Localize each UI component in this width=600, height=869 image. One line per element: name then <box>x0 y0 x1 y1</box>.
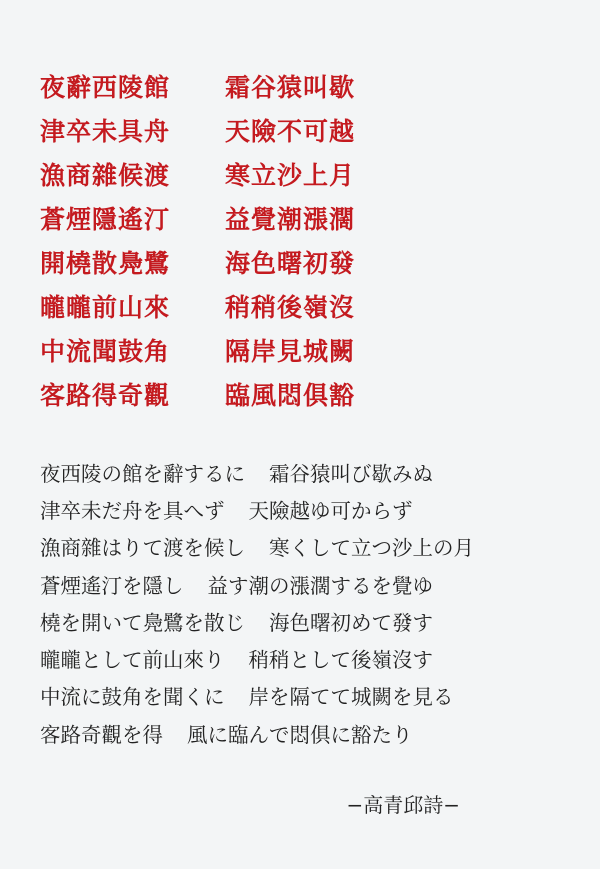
poem-line <box>40 284 355 328</box>
poem-line <box>40 240 355 284</box>
poem-first-half: 開橈散鳧鷺 <box>40 249 171 278</box>
poem-original <box>40 64 355 416</box>
poem-first-half: 中流聞鼓角 <box>40 337 171 366</box>
poem-reading <box>40 453 474 751</box>
reading-first-half: 中流に鼓角を聞くに <box>40 685 225 710</box>
reading-first-half: 客路奇觀を得 <box>40 722 163 747</box>
reading-first-half: 蒼煙遙汀を隱し <box>40 573 184 598</box>
reading-second-half: 岸を隔てて城闕を見る <box>248 685 454 710</box>
poem-first-half: 曨曨前山來 <box>40 293 171 322</box>
poem-second-half: 天險不可越 <box>225 117 356 146</box>
poem-second-half: 稍稍後嶺沒 <box>225 293 356 322</box>
reading-second-half: 風に臨んで悶俱に豁たり <box>187 722 413 747</box>
reading-line <box>40 639 474 676</box>
poem-first-half: 津卒未具舟 <box>40 117 171 146</box>
poem-line <box>40 152 355 196</box>
reading-second-half: 天險越ゆ可からず <box>248 498 413 523</box>
poem-line <box>40 328 355 372</box>
reading-first-half: 橈を開いて鳧鷺を散じ <box>40 610 245 635</box>
author-attribution: −高青邱詩− <box>346 793 460 817</box>
reading-first-half: 津卒未だ舟を具へず <box>40 498 225 523</box>
poem-first-half: 漁商雜候渡 <box>40 161 171 190</box>
reading-second-half: 寒くして立つ沙上の月 <box>269 536 474 561</box>
poem-first-half: 夜辭西陵館 <box>40 73 171 102</box>
reading-line <box>40 490 474 527</box>
poem-second-half: 寒立沙上月 <box>225 161 356 190</box>
poem-second-half: 隔岸見城闕 <box>225 337 356 366</box>
reading-second-half: 海色曙初めて發す <box>269 610 433 635</box>
poem-second-half: 霜谷猿叫歇 <box>225 73 356 102</box>
poem-line <box>40 196 355 240</box>
reading-second-half: 稍稍として後嶺沒す <box>248 648 433 673</box>
reading-first-half: 曨曨として前山來り <box>40 648 225 673</box>
reading-line <box>40 565 474 602</box>
reading-line <box>40 677 474 714</box>
reading-first-half: 夜西陵の館を辭するに <box>40 461 245 486</box>
poem-first-half: 蒼煙隱遙汀 <box>40 205 171 234</box>
poem-line <box>40 108 355 152</box>
poem-second-half: 海色曙初發 <box>225 249 356 278</box>
reading-line <box>40 453 474 490</box>
poem-line <box>40 64 355 108</box>
poem-second-half: 益覺潮漲濶 <box>225 205 356 234</box>
reading-second-half: 益す潮の漲濶するを覺ゆ <box>207 573 433 598</box>
poem-second-half: 臨風悶俱豁 <box>225 381 356 410</box>
poem-line <box>40 372 355 416</box>
reading-second-half: 霜谷猿叫び歇みぬ <box>269 461 433 486</box>
reading-line <box>40 714 474 751</box>
reading-first-half: 漁商雜はりて渡を候し <box>40 536 245 561</box>
reading-line <box>40 602 474 639</box>
poem-first-half: 客路得奇觀 <box>40 381 171 410</box>
reading-line <box>40 528 474 565</box>
